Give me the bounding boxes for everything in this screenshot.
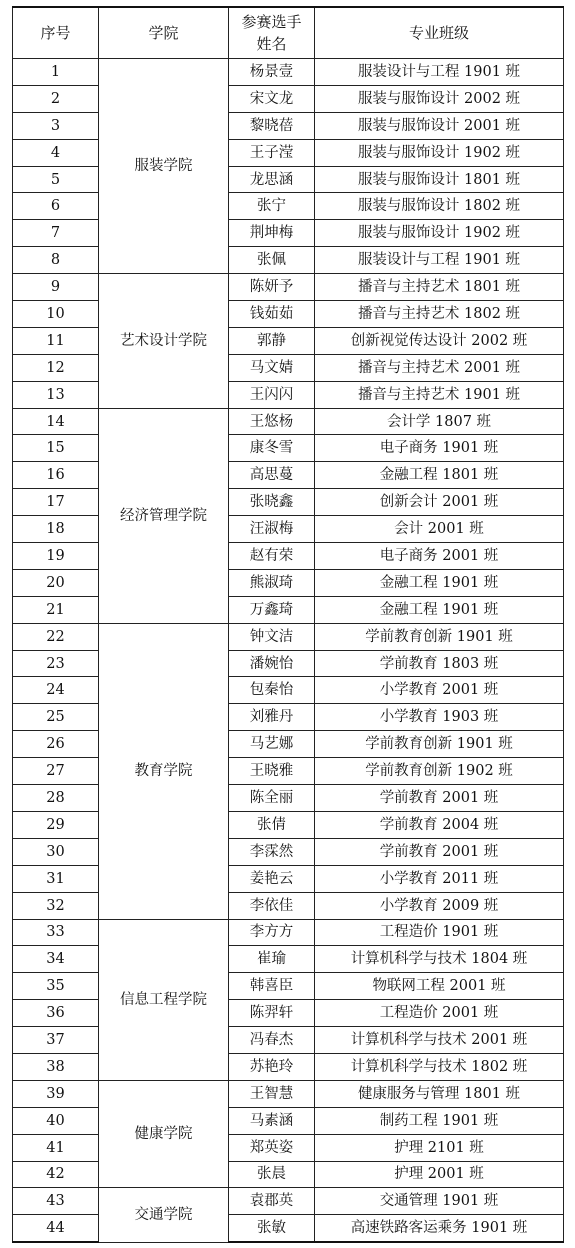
table-row: [13, 1161, 564, 1188]
cell-no: 2: [13, 85, 99, 112]
cell-class: 工程造价 1901 班: [315, 919, 564, 946]
cell-no: 32: [13, 892, 99, 919]
cell-name: 熊淑琦: [229, 569, 315, 596]
table-row: [13, 677, 564, 704]
table-row: [13, 381, 564, 408]
cell-no: 5: [13, 166, 99, 193]
cell-name: 袁郡英: [229, 1188, 315, 1215]
cell-class: 金融工程 1901 班: [315, 569, 564, 596]
cell-class: 播音与主持艺术 1801 班: [315, 274, 564, 301]
table-row: [13, 1053, 564, 1080]
table-row: [13, 785, 564, 812]
cell-no: 10: [13, 301, 99, 328]
cell-class: 工程造价 2001 班: [315, 1000, 564, 1027]
cell-no: 36: [13, 1000, 99, 1027]
cell-name: 李依佳: [229, 892, 315, 919]
cell-class: 金融工程 1801 班: [315, 462, 564, 489]
table-row: [13, 435, 564, 462]
cell-class: 小学教育 2001 班: [315, 677, 564, 704]
cell-name: 钱茹茹: [229, 301, 315, 328]
table-row: [13, 59, 564, 86]
cell-no: 19: [13, 543, 99, 570]
cell-class: 电子商务 2001 班: [315, 543, 564, 570]
header-class: 专业班级: [315, 7, 564, 59]
cell-class: 服装与服饰设计 1802 班: [315, 193, 564, 220]
cell-no: 41: [13, 1134, 99, 1161]
table-row: [13, 462, 564, 489]
table-row: [13, 327, 564, 354]
cell-no: 33: [13, 919, 99, 946]
cell-college: 服装学院: [99, 59, 229, 274]
cell-class: 播音与主持艺术 2001 班: [315, 354, 564, 381]
table-row: [13, 1134, 564, 1161]
cell-name: 王悠杨: [229, 408, 315, 435]
cell-name: 马文婧: [229, 354, 315, 381]
table-row: [13, 1215, 564, 1242]
table-row: [13, 1080, 564, 1107]
cell-no: 11: [13, 327, 99, 354]
cell-name: 李方方: [229, 919, 315, 946]
table-row: [13, 1188, 564, 1215]
table-row: [13, 1107, 564, 1134]
table-row: [13, 838, 564, 865]
cell-class: 播音与主持艺术 1901 班: [315, 381, 564, 408]
cell-no: 21: [13, 596, 99, 623]
cell-no: 17: [13, 489, 99, 516]
cell-no: 20: [13, 569, 99, 596]
header-row: [13, 7, 564, 59]
cell-name: 苏艳玲: [229, 1053, 315, 1080]
header-contestant: [229, 7, 315, 59]
table-row: [13, 247, 564, 274]
cell-name: 王子滢: [229, 139, 315, 166]
table-row: [13, 220, 564, 247]
cell-no: 42: [13, 1161, 99, 1188]
cell-no: 23: [13, 650, 99, 677]
cell-name: 王智慧: [229, 1080, 315, 1107]
cell-no: 27: [13, 758, 99, 785]
cell-no: 29: [13, 811, 99, 838]
cell-name: 宋文龙: [229, 85, 315, 112]
cell-no: 35: [13, 973, 99, 1000]
cell-name: 万鑫琦: [229, 596, 315, 623]
table-row: [13, 1000, 564, 1027]
table-row: [13, 569, 564, 596]
cell-name: 冯春杰: [229, 1027, 315, 1054]
table-row: [13, 865, 564, 892]
cell-no: 16: [13, 462, 99, 489]
table-header: [13, 7, 564, 59]
table-row: [13, 301, 564, 328]
cell-name: 姜艳云: [229, 865, 315, 892]
cell-no: 25: [13, 704, 99, 731]
table-row: [13, 354, 564, 381]
table-row: [13, 274, 564, 301]
table-row: [13, 516, 564, 543]
cell-class: 制药工程 1901 班: [315, 1107, 564, 1134]
cell-class: 小学教育 1903 班: [315, 704, 564, 731]
cell-college: 交通学院: [99, 1188, 229, 1242]
cell-name: 张宁: [229, 193, 315, 220]
cell-no: 13: [13, 381, 99, 408]
cell-class: 服装设计与工程 1901 班: [315, 59, 564, 86]
cell-no: 3: [13, 112, 99, 139]
cell-no: 39: [13, 1080, 99, 1107]
cell-name: 陈羿轩: [229, 1000, 315, 1027]
table-row: [13, 408, 564, 435]
header-contestant-line2: 姓名: [256, 35, 287, 53]
cell-name: 张晨: [229, 1161, 315, 1188]
table-row: [13, 811, 564, 838]
cell-class: 服装与服饰设计 1902 班: [315, 220, 564, 247]
cell-class: 学前教育 2001 班: [315, 838, 564, 865]
cell-class: 学前教育 2001 班: [315, 785, 564, 812]
cell-no: 24: [13, 677, 99, 704]
header-college: 学院: [99, 7, 229, 59]
header-contestant-line1: 参赛选手: [241, 13, 302, 31]
table-row: [13, 112, 564, 139]
table-row: [13, 704, 564, 731]
cell-class: 护理 2101 班: [315, 1134, 564, 1161]
table-row: [13, 919, 564, 946]
cell-name: 高思蔓: [229, 462, 315, 489]
table-row: [13, 193, 564, 220]
table-row: [13, 973, 564, 1000]
cell-college: 教育学院: [99, 623, 229, 919]
cell-name: 张敏: [229, 1215, 315, 1242]
header-no: 序号: [13, 7, 99, 59]
cell-no: 37: [13, 1027, 99, 1054]
cell-no: 30: [13, 838, 99, 865]
cell-no: 8: [13, 247, 99, 274]
cell-class: 护理 2001 班: [315, 1161, 564, 1188]
cell-class: 服装与服饰设计 1902 班: [315, 139, 564, 166]
table-row: [13, 731, 564, 758]
cell-no: 38: [13, 1053, 99, 1080]
cell-class: 小学教育 2009 班: [315, 892, 564, 919]
cell-class: 电子商务 1901 班: [315, 435, 564, 462]
cell-class: 金融工程 1901 班: [315, 596, 564, 623]
cell-name: 马艺娜: [229, 731, 315, 758]
cell-no: 6: [13, 193, 99, 220]
cell-class: 学前教育创新 1901 班: [315, 731, 564, 758]
cell-name: 陈妍予: [229, 274, 315, 301]
cell-name: 龙思涵: [229, 166, 315, 193]
table-row: [13, 758, 564, 785]
cell-no: 28: [13, 785, 99, 812]
cell-class: 学前教育创新 1902 班: [315, 758, 564, 785]
table-row: [13, 85, 564, 112]
cell-no: 43: [13, 1188, 99, 1215]
cell-no: 15: [13, 435, 99, 462]
cell-name: 陈全丽: [229, 785, 315, 812]
cell-no: 26: [13, 731, 99, 758]
cell-class: 学前教育创新 1901 班: [315, 623, 564, 650]
cell-college: 经济管理学院: [99, 408, 229, 623]
cell-class: 创新会计 2001 班: [315, 489, 564, 516]
contestant-table: [12, 6, 564, 1243]
cell-no: 4: [13, 139, 99, 166]
cell-class: 会计学 1807 班: [315, 408, 564, 435]
table-body: [13, 59, 564, 1243]
cell-no: 31: [13, 865, 99, 892]
cell-name: 张晓鑫: [229, 489, 315, 516]
cell-class: 小学教育 2011 班: [315, 865, 564, 892]
cell-class: 计算机科学与技术 1802 班: [315, 1053, 564, 1080]
cell-name: 王晓雅: [229, 758, 315, 785]
cell-no: 14: [13, 408, 99, 435]
table-row: [13, 650, 564, 677]
cell-class: 高速铁路客运乘务 1901 班: [315, 1215, 564, 1242]
cell-class: 创新视觉传达设计 2002 班: [315, 327, 564, 354]
cell-name: 康冬雪: [229, 435, 315, 462]
cell-name: 赵有荣: [229, 543, 315, 570]
cell-name: 马素涵: [229, 1107, 315, 1134]
table-row: [13, 946, 564, 973]
cell-name: 韩喜臣: [229, 973, 315, 1000]
cell-name: 张倩: [229, 811, 315, 838]
cell-no: 9: [13, 274, 99, 301]
cell-name: 钟文洁: [229, 623, 315, 650]
cell-no: 22: [13, 623, 99, 650]
table-row: [13, 139, 564, 166]
cell-name: 潘婉怡: [229, 650, 315, 677]
cell-class: 交通管理 1901 班: [315, 1188, 564, 1215]
cell-no: 1: [13, 59, 99, 86]
cell-no: 12: [13, 354, 99, 381]
cell-name: 包秦怡: [229, 677, 315, 704]
cell-class: 播音与主持艺术 1802 班: [315, 301, 564, 328]
cell-no: 7: [13, 220, 99, 247]
cell-name: 张佩: [229, 247, 315, 274]
cell-class: 计算机科学与技术 1804 班: [315, 946, 564, 973]
cell-class: 服装与服饰设计 1801 班: [315, 166, 564, 193]
cell-class: 计算机科学与技术 2001 班: [315, 1027, 564, 1054]
cell-name: 荆坤梅: [229, 220, 315, 247]
cell-college: 艺术设计学院: [99, 274, 229, 408]
table-row: [13, 892, 564, 919]
cell-name: 郑英姿: [229, 1134, 315, 1161]
cell-no: 34: [13, 946, 99, 973]
cell-class: 物联网工程 2001 班: [315, 973, 564, 1000]
table-row: [13, 596, 564, 623]
cell-no: 18: [13, 516, 99, 543]
cell-name: 汪淑梅: [229, 516, 315, 543]
cell-class: 服装设计与工程 1901 班: [315, 247, 564, 274]
cell-name: 杨景壹: [229, 59, 315, 86]
cell-name: 郭静: [229, 327, 315, 354]
cell-no: 44: [13, 1215, 99, 1242]
cell-college: 健康学院: [99, 1080, 229, 1188]
cell-class: 学前教育 1803 班: [315, 650, 564, 677]
table-row: [13, 166, 564, 193]
table-row: [13, 543, 564, 570]
cell-no: 40: [13, 1107, 99, 1134]
cell-class: 会计 2001 班: [315, 516, 564, 543]
cell-name: 崔瑜: [229, 946, 315, 973]
cell-class: 服装与服饰设计 2002 班: [315, 85, 564, 112]
cell-class: 服装与服饰设计 2001 班: [315, 112, 564, 139]
cell-college: 信息工程学院: [99, 919, 229, 1080]
cell-class: 健康服务与管理 1801 班: [315, 1080, 564, 1107]
cell-class: 学前教育 2004 班: [315, 811, 564, 838]
cell-name: 王闪闪: [229, 381, 315, 408]
cell-name: 刘雅丹: [229, 704, 315, 731]
contestant-table-wrapper: [12, 6, 564, 1243]
table-row: [13, 623, 564, 650]
table-row: [13, 489, 564, 516]
cell-name: 黎晓蓓: [229, 112, 315, 139]
cell-name: 李霂然: [229, 838, 315, 865]
table-row: [13, 1027, 564, 1054]
